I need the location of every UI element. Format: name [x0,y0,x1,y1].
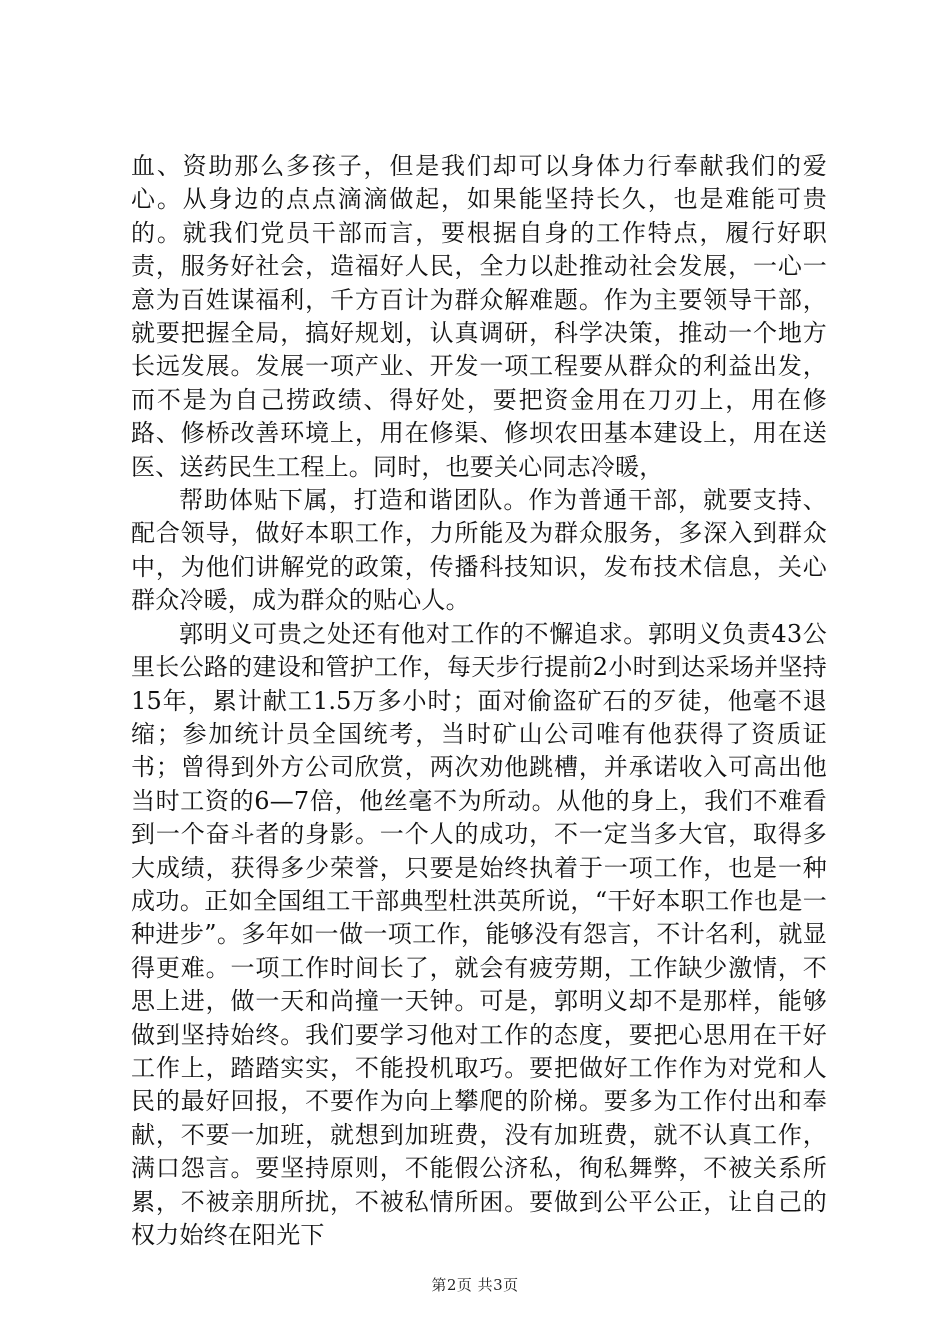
paragraph-continuation: 血、资助那么多孩子，但是我们却可以身体力行奉献我们的爱心。从身边的点点滴滴做起，如果能坚持长久，也是难能可贵的。就我们党员干部而言，要根据自身的工作特点，履行好职责，服务好社会，造福好人民，全力以赴推动社会发展，一心一意为百姓谋福利，千方百计为群众解难题。作为主要领导干部，就要把握全局，搞好规划，认真调研，科学决策，推动一个地方长远发展。发展一项产业、开发一项工程要从群众的利益出发，而不是为自己捞政绩、得好处，要把资金用在刀刃上，用在修路、修桥改善环境上，用在修渠、修坝农田基本建设上，用在送医、送药民生工程上。同时，也要关心同志冷暖， [131,152,827,481]
paragraph-guo-mingyi: 郭明义可贵之处还有他对工作的不懈追求。郭明义负责43公里长公路的建设和管护工作，每天步行提前2小时到达采场并坚持15年，累计献工1.5万多小时；面对偷盗矿石的歹徒，他毫不退缩；参加统计员全国统考，当时矿山公司唯有他获得了资质证书；曾得到外方公司欣赏，两次劝他跳槽，并承诺收入可高出他当时工资的6—7倍，他丝毫不为所动。从他的身上，我们不难看到一个奋斗者的身影。一个人的成功，不一定当多大官，取得多大成绩，获得多少荣誉，只要是始终执着于一项工作，也是一种成功。正如全国组工干部典型杜洪英所说，“干好本职工作也是一种进步”。多年如一做一项工作，能够没有怨言，不计名利，就显得更难。一项工作时间长了，就会有疲劳期，工作缺少激情，不思上进，做一天和尚撞一天钟。可是，郭明义却不是那样，能够做到坚持始终。我们要学习他对工作的态度，要把心思用在干好工作上，踏踏实实，不能投机取巧。要把做好工作作为对党和人民的最好回报，不要作为向上攀爬的阶梯。要多为工作付出和奉献，不要一加班，就想到加班费，没有加班费，就不认真工作，满口怨言。要坚持原则，不能假公济私，徇私舞弊，不被关系所累，不被亲朋所扰，不被私情所困。要做到公平公正，让自己的权力始终在阳光下 [131,619,827,1249]
page-number-footer: 第2页 共3页 [431,1276,519,1294]
body-text [131,150,827,1252]
paragraph-team: 帮助体贴下属，打造和谐团队。作为普通干部，就要支持、配合领导，做好本职工作，力所能及为群众服务，多深入到群众中，为他们讲解党的政策，传播科技知识，发布技术信息，关心群众冷暖，成为群众的贴心人。 [131,486,827,615]
